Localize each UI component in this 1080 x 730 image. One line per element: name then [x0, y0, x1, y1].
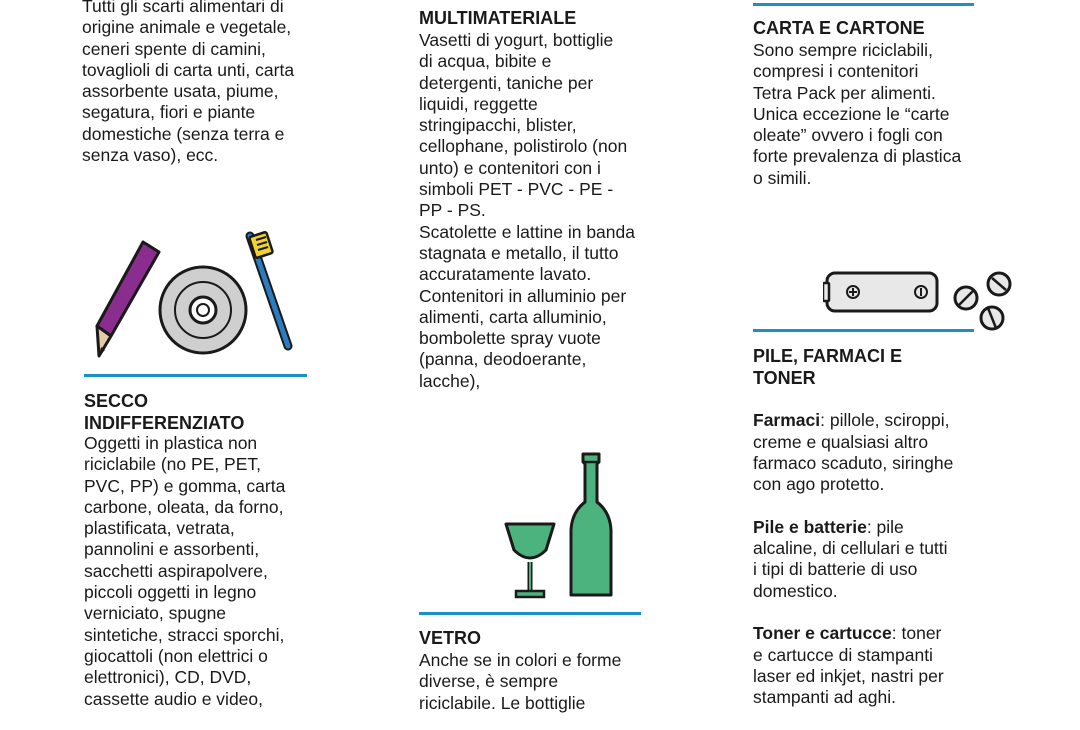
carta-text: Sono sempre riciclabili, compresi i contenitori Tetra Pack per alimenti. Unica eccezione le “carte oleate” ovvero i fogli con forte prevalenza di plastica o simili. [753, 40, 962, 188]
bottle-icon [566, 450, 616, 600]
pills-icon [952, 268, 1014, 334]
wine-glass-icon [502, 520, 558, 600]
umido-text: Tutti gli scarti alimentari di origine animale e vegetale, ceneri spente di camini, tovaglioli di carta unti, carta assorbente usata, piume, segatura, fiori e piante domestiche (senza terra e senza vaso), ecc. [82, 0, 295, 166]
batterie-text: : pile alcaline, di cellulari e tutti i tipi di batterie di uso domestico. [753, 516, 948, 601]
secco-title: SECCO INDIFFERENZIATO [84, 391, 245, 433]
multimateriale-title: MULTIMATERIALE [419, 8, 577, 28]
carta-title: CARTA E CARTONE [753, 18, 925, 38]
batterie-paragraph [753, 517, 1013, 602]
toner-paragraph [753, 623, 1013, 708]
farmaci-paragraph [753, 410, 1013, 495]
secco-divider [84, 374, 307, 377]
carta-divider [753, 3, 974, 6]
vetro-divider [419, 612, 641, 615]
battery-icon [823, 265, 943, 317]
batterie-label: Pile e batterie [753, 516, 867, 537]
multimateriale-text: Vasetti di yogurt, bottiglie di acqua, bibite e detergenti, taniche per liquidi, reggette stringipacchi, blister, cellophane, polistirolo (non unto) e contenitori con i simboli PET - PVC - PE - PP - PS. Scatolette e lattine in banda stagnata e metallo, il tutto accuratamente lavato. Contenitori in alluminio per alimenti, carta alluminio, bombolette spray vuote (panna, deodoerante, lacche), [419, 30, 635, 391]
vetro-text: Anche se in colori e forme diverse, è sempre riciclabile. Le bottiglie [419, 650, 622, 713]
pile-title: PILE, FARMACI E TONER [753, 346, 903, 388]
toothbrush-icon [238, 228, 298, 352]
vetro-title: VETRO [419, 628, 482, 648]
secco-text: Oggetti in plastica non riciclabile (no PE, PET, PVC, PP) e gomma, carta carbone, oleata, da forno, plastificata, vetrata, pannolini e assorbenti, sacchetti aspirapolvere, piccoli oggetti in legno verniciato, spugne sintetiche, stracci sporchi, giocattoli (non elettrici o elettronici), CD, DVD, cassette audio e video, [84, 433, 286, 709]
farmaci-label: Farmaci [753, 410, 821, 431]
toner-label: Toner e cartucce [753, 623, 892, 644]
cd-icon [157, 264, 249, 356]
farmaci-text: : pillole, sciroppi, creme e qualsiasi altro farmaco scaduto, siringhe con ago protetto. [753, 410, 954, 495]
pile-divider [753, 329, 974, 332]
pile-text [753, 389, 1013, 730]
toner-text: : toner e cartucce di stampanti laser ed inkjet, nastri per stampanti ad aghi. [753, 623, 944, 708]
pencil-icon [95, 238, 165, 360]
